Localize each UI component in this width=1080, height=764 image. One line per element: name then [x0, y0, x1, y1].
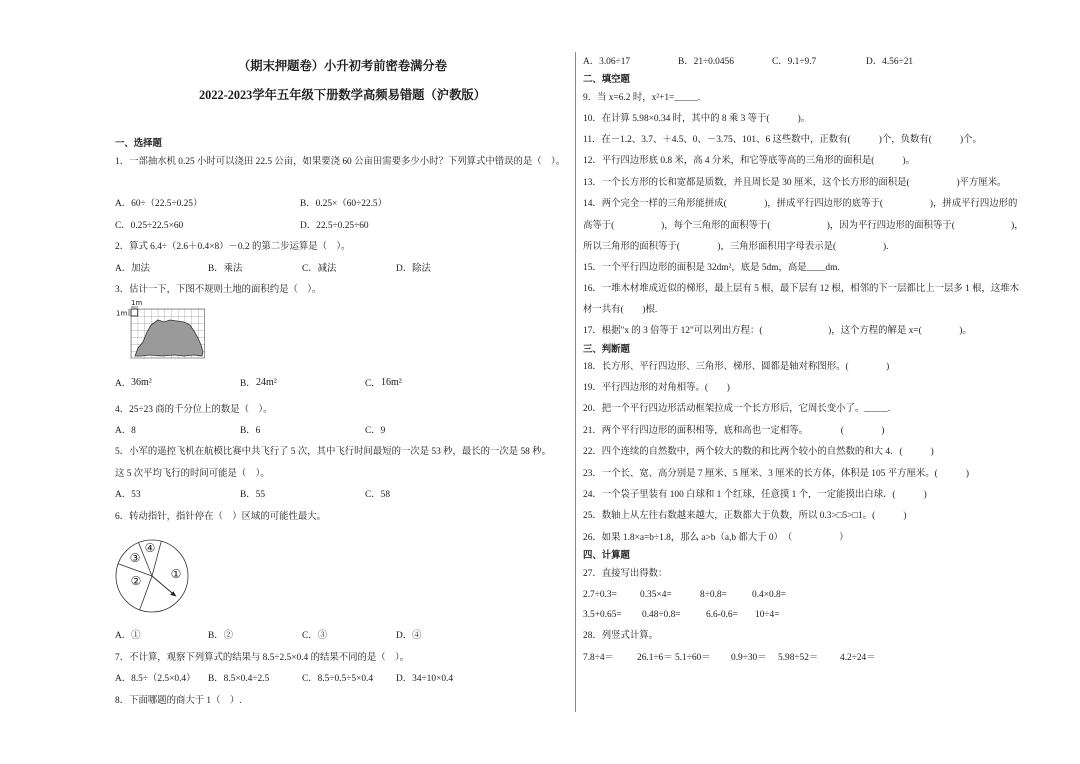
calc-item: 8÷0.8= — [700, 590, 727, 600]
question-6-option-a: A．① — [115, 631, 141, 641]
question-3-stem: 3．估计一下，下图不规则土地的面积约是（ ）。 — [115, 285, 322, 295]
question-13: 13．一个长方形的长和宽都是质数，并且周长是 30 厘米，这个长方形的面积是( )平方厘米。 — [583, 178, 1007, 188]
calc-item: 7.8÷4＝ — [583, 653, 614, 663]
question-5-option-a: A．53 — [115, 490, 141, 500]
question-22: 22．四个连续的自然数中，两个较大的数的和比两个较小的自然数的和大 4．( ) — [583, 447, 934, 457]
question-1-option-d: D．22.5÷0.25÷60 — [300, 221, 369, 231]
question-3-option-a — [115, 378, 131, 390]
calc-item: 10÷4= — [755, 610, 780, 620]
question-6-stem: 6．转动指针，指针停在（ ）区域的可能性最大。 — [115, 512, 326, 522]
question-9: 9．当 x=6.2 时，x²+1=_____. — [583, 93, 701, 103]
calc-item: 0.48÷0.8= — [642, 610, 681, 620]
question-25: 25．数轴上从左往右数越来越大，正数都大于负数，所以 0.3>□5>□1。( ) — [583, 511, 907, 521]
question-11: 11．在－1.2、3.7、＋4.5、0、－3.75、101、6 这些数中，正数有( )个，负数有( )个。 — [583, 135, 982, 145]
grid-unit-label-top: 1m — [131, 299, 143, 307]
question-2-option-c: C．减法 — [302, 264, 337, 274]
section-heading-choice: 一、选择题 — [115, 139, 162, 149]
question-10: 10．在计算 5.98×0.34 时，其中的 8 乘 3 等于( )。 — [583, 114, 811, 124]
question-4-stem: 4．25÷23 商的千分位上的数是（ ）。 — [115, 405, 273, 415]
question-2-option-d: D．除法 — [396, 264, 431, 274]
question-28-stem: 28．列竖式计算。 — [583, 631, 659, 641]
question-8-stem: 8．下面哪题的商大于 1（ ）. — [115, 696, 242, 706]
question-3-option-b-value: 24m² — [256, 377, 277, 388]
question-5-option-b: B．55 — [240, 490, 266, 500]
question-26: 26．如果 1.8×a=b÷1.8，那么 a>b（a,b 都大于 0） （ ） — [583, 533, 849, 543]
question-14-line-1: 14．两个完全一样的三角形能拼成( )，拼成平行四边形的底等于( )，拼成平行四边形的 — [583, 199, 1018, 209]
calc-item: 0.4×0.8= — [752, 590, 787, 600]
question-20: 20．把一个平行四边形活动框架拉成一个长方形后，它周长变小了。_____. — [583, 404, 891, 414]
column-divider — [575, 52, 576, 712]
calc-item: 5.1÷60＝ — [675, 653, 711, 663]
spinner-region-1-label: ① — [170, 567, 182, 581]
option-letter: B． — [240, 379, 256, 389]
question-14-line-3: 所以三角形的面积等于( )，三角形面积用字母表示是( ). — [583, 242, 889, 252]
calc-item: 6.6-0.6= — [706, 610, 738, 620]
section-heading-fill: 二、填空题 — [583, 75, 630, 85]
question-18: 18．长方形、平行四边形、三角形、梯形、圆都是轴对称图形。( ) — [583, 362, 890, 372]
question-24: 24．一个袋子里装有 100 白球和 1 个红球，任意摸 1 个，一定能摸出白球．( ) — [583, 490, 927, 500]
question-5-option-c: C．58 — [365, 490, 391, 500]
spinner-figure — [114, 528, 194, 624]
spinner-region-2-label: ② — [130, 574, 142, 588]
question-4-option-b: B．6 — [240, 426, 261, 436]
question-3-option-a-value: 36m² — [131, 377, 152, 388]
question-27-stem: 27．直接写出得数： — [583, 569, 668, 579]
question-16-line-2: 材一共有( )根. — [583, 305, 658, 315]
calc-item: 5.98÷52＝ — [778, 653, 819, 663]
question-7-option-c: C．8.5÷0.5÷5×0.4 — [302, 674, 374, 684]
question-5-stem-line-1: 5．小军的遥控飞机在航模比赛中共飞行了 5 次，其中飞行时间最短的一次是 53 秒，最长的一次是 58 秒。 — [115, 447, 551, 457]
question-8-option-c: C．9.1÷9.7 — [772, 57, 817, 67]
calc-item: 4.2÷24＝ — [840, 653, 876, 663]
paper-subtitle: 2022-2023学年五年级下册数学高频易错题（沪教版） — [199, 88, 486, 102]
question-1-option-a: A．60÷（22.5÷0.25） — [115, 199, 203, 209]
question-23: 23．一个长、宽、高分别是 7 厘米、5 厘米、3 厘米的长方体，体积是 105 平方厘米。( ) — [583, 469, 969, 479]
question-1-option-c: C．0.25÷22.5×60 — [115, 221, 184, 231]
question-8-option-b: B．21÷0.0456 — [678, 57, 734, 67]
question-2-option-a: A．加法 — [115, 264, 150, 274]
question-3-option-c-value: 16m² — [381, 377, 402, 388]
question-7-option-a: A．8.5÷（2.5×0.4） — [115, 674, 196, 684]
calc-item: 2.7÷0.3= — [583, 590, 617, 600]
question-4-option-a: A．8 — [115, 426, 136, 436]
question-2-option-b: B．乘法 — [208, 264, 243, 274]
calc-item: 3.5+0.65= — [583, 610, 622, 620]
question-14-line-2: 高等于( )，每个三角形的面积等于( )，因为平行四边形的面积等于( )， — [583, 221, 1024, 231]
question-21: 21．两个平行四边形的面积相等，底和高也一定相等。 ( ) — [583, 426, 885, 436]
question-3-option-c — [365, 378, 381, 390]
question-15: 15．一个平行四边形的面积是 32dm²，底是 5dm，高是____dm. — [583, 263, 840, 273]
grid-unit-label-left: 1m — [116, 309, 128, 318]
question-17: 17．根据"x 的 3 倍等于 12"可以列出方程：( )，这个方程的解是 x=( )。 — [583, 326, 972, 336]
section-heading-calc: 四、计算题 — [583, 551, 630, 561]
question-6-option-c: C．③ — [302, 631, 328, 641]
question-4-option-c: C．9 — [365, 426, 386, 436]
question-1-option-b: B．0.25×（60÷22.5） — [300, 199, 387, 209]
question-7-option-b: B．8.5×0.4÷2.5 — [208, 674, 270, 684]
calc-item: 0.35×4= — [640, 590, 672, 600]
spinner-region-4-label: ④ — [144, 541, 156, 555]
spinner-region-3-label: ③ — [129, 551, 141, 565]
question-6-option-d: D．④ — [396, 631, 422, 641]
question-6-option-b: B．② — [208, 631, 234, 641]
question-16-line-1: 16．一堆木材堆成近似的梯形，最上层有 5 根，最下层有 12 根，相邻的下一层都比上一层多 1 根，这堆木 — [583, 284, 1019, 294]
question-7-option-d: D．34÷10×0.4 — [396, 674, 454, 684]
calc-item: 0.9÷30＝ — [731, 653, 767, 663]
paper-title: （期末押题卷）小升初考前密卷满分卷 — [237, 59, 448, 73]
option-letter: C． — [365, 379, 381, 389]
question-1-stem: 1．一部抽水机 0.25 小时可以浇田 22.5 公亩，如果要浇 60 公亩田需要多少小时？下列算式中错误的是（ ）。 — [115, 157, 565, 167]
question-5-stem-line-2: 这 5 次平均飞行的时间可能是（ ）。 — [115, 469, 270, 479]
question-19: 19．平行四边形的对角相等。( ) — [583, 383, 730, 393]
section-heading-judge: 三、判断题 — [583, 345, 630, 355]
calc-item: 26.1÷6＝ — [637, 653, 673, 663]
question-3-option-b — [240, 378, 256, 390]
question-7-stem: 7．不计算，观察下列算式的结果与 8.5÷2.5×0.4 的结果不同的是（ ）。 — [115, 653, 410, 663]
question-2-stem: 2．算式 6.4÷（2.6＋0.4×8）－0.2 的第二步运算是（ ）。 — [115, 242, 351, 252]
land-area-grid-figure — [114, 298, 209, 362]
option-letter: A． — [115, 379, 132, 389]
question-12: 12．平行四边形底 0.8 米，高 4 分米，和它等底等高的三角形的面积是( )。 — [583, 156, 916, 166]
question-8-option-a: A．3.06÷17 — [583, 57, 631, 67]
question-8-option-d: D．4.56÷21 — [866, 57, 914, 67]
